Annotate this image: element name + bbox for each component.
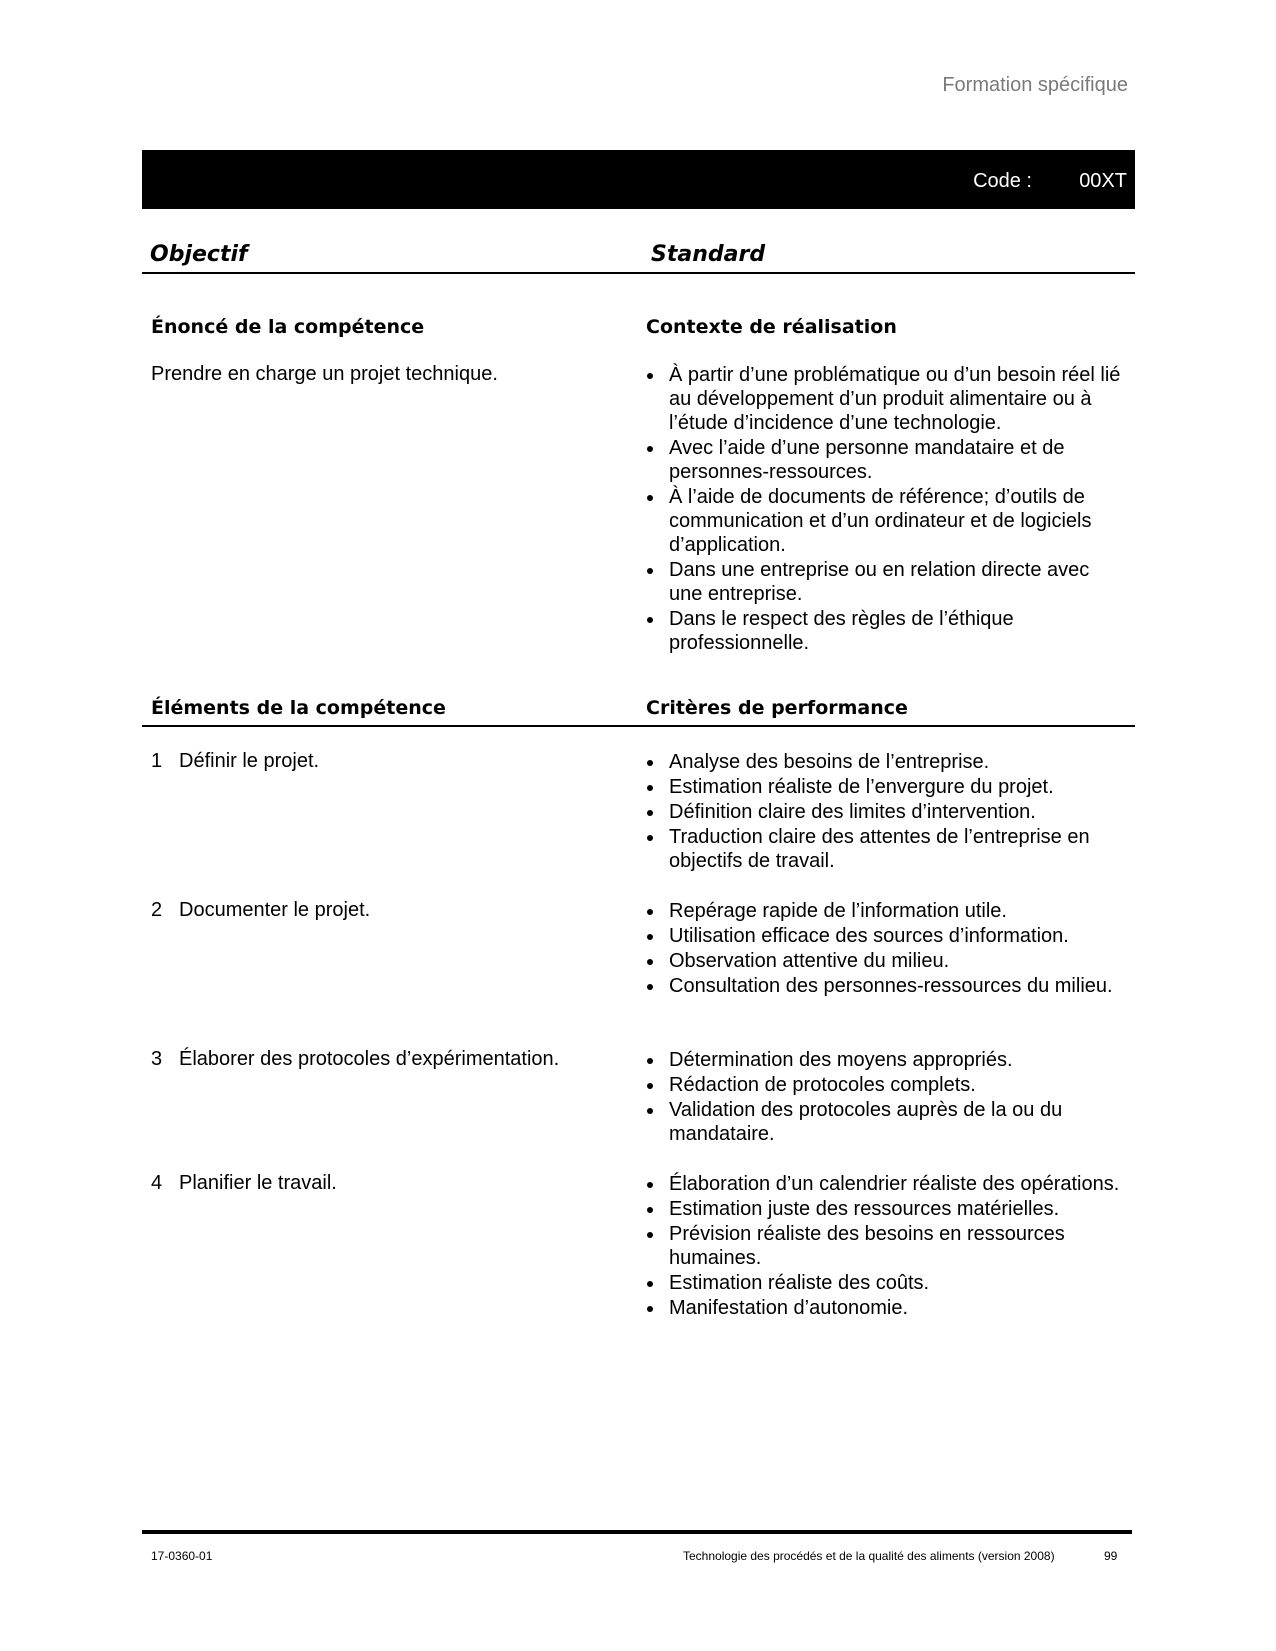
list-item: À l’aide de documents de référence; d’outils de communication et d’un ordinateur et de logiciels d’application. [646,485,1126,557]
list-item: Dans une entreprise ou en relation directe avec une entreprise. [646,558,1126,606]
elements-heading: Éléments de la compétence [151,697,446,719]
element-number: 2 [151,899,163,921]
list-item: Utilisation efficace des sources d’information. [646,924,1126,948]
element-4 [151,1171,337,1195]
code-label: Code : [973,170,1032,192]
element-number: 1 [151,750,163,772]
list-item: Prévision réaliste des besoins en ressources humaines. [646,1222,1126,1270]
section-title: Formation spécifique [942,74,1128,96]
list-item: Estimation juste des ressources matérielles. [646,1197,1126,1221]
element-2 [151,898,370,922]
criteria-list-4 [646,1172,1126,1321]
list-item: Définition claire des limites d’intervention. [646,800,1126,824]
criteres-heading: Critères de performance [646,697,908,719]
list-item: Validation des protocoles auprès de la ou du mandataire. [646,1098,1126,1146]
footer-rule [142,1530,1132,1534]
element-label: Planifier le travail. [179,1172,337,1194]
code-bar [142,150,1135,209]
column-heading-objectif: Objectif [150,242,248,267]
list-item: Consultation des personnes-ressources du milieu. [646,974,1126,998]
list-item: Estimation réaliste de l’envergure du projet. [646,775,1126,799]
list-item: Repérage rapide de l’information utile. [646,899,1126,923]
element-1 [151,749,319,773]
code-value: 00XT [1079,170,1127,192]
footer-title: Technologie des procédés et de la qualité des aliments (version 2008) [683,1549,1055,1563]
criteria-list-1 [646,750,1126,874]
list-item: Observation attentive du milieu. [646,949,1126,973]
contexte-list [646,363,1126,656]
element-number: 3 [151,1048,163,1070]
list-item: Rédaction de protocoles complets. [646,1073,1126,1097]
enonce-text: Prendre en charge un projet technique. [151,363,498,385]
element-label: Documenter le projet. [179,899,371,921]
list-item: Élaboration d’un calendrier réaliste des opérations. [646,1172,1126,1196]
footer-page-number: 99 [1104,1549,1118,1563]
element-3 [151,1047,559,1071]
element-label: Définir le projet. [179,750,320,772]
list-item: Dans le respect des règles de l’éthique professionnelle. [646,607,1126,655]
enonce-heading: Énoncé de la compétence [151,316,425,338]
list-item: Analyse des besoins de l’entreprise. [646,750,1126,774]
list-item: Estimation réaliste des coûts. [646,1271,1126,1295]
list-item: Traduction claire des attentes de l’entreprise en objectifs de travail. [646,825,1126,873]
footer-doc-code: 17-0360-01 [151,1549,213,1563]
list-item: À partir d’une problématique ou d’un besoin réel lié au développement d’un produit alimentaire ou à l’étude d’incidence d’une technologie. [646,363,1126,435]
column-heading-rule [142,272,1135,274]
element-label: Élaborer des protocoles d’expérimentation. [179,1048,560,1070]
criteria-list-3 [646,1048,1126,1147]
contexte-heading: Contexte de réalisation [646,316,897,338]
list-item: Avec l’aide d’une personne mandataire et de personnes-ressources. [646,436,1126,484]
list-item: Détermination des moyens appropriés. [646,1048,1126,1072]
element-number: 4 [151,1172,163,1194]
column-heading-standard: Standard [651,242,766,267]
list-item: Manifestation d’autonomie. [646,1296,1126,1320]
elements-rule [142,725,1135,727]
criteria-list-2 [646,899,1126,999]
